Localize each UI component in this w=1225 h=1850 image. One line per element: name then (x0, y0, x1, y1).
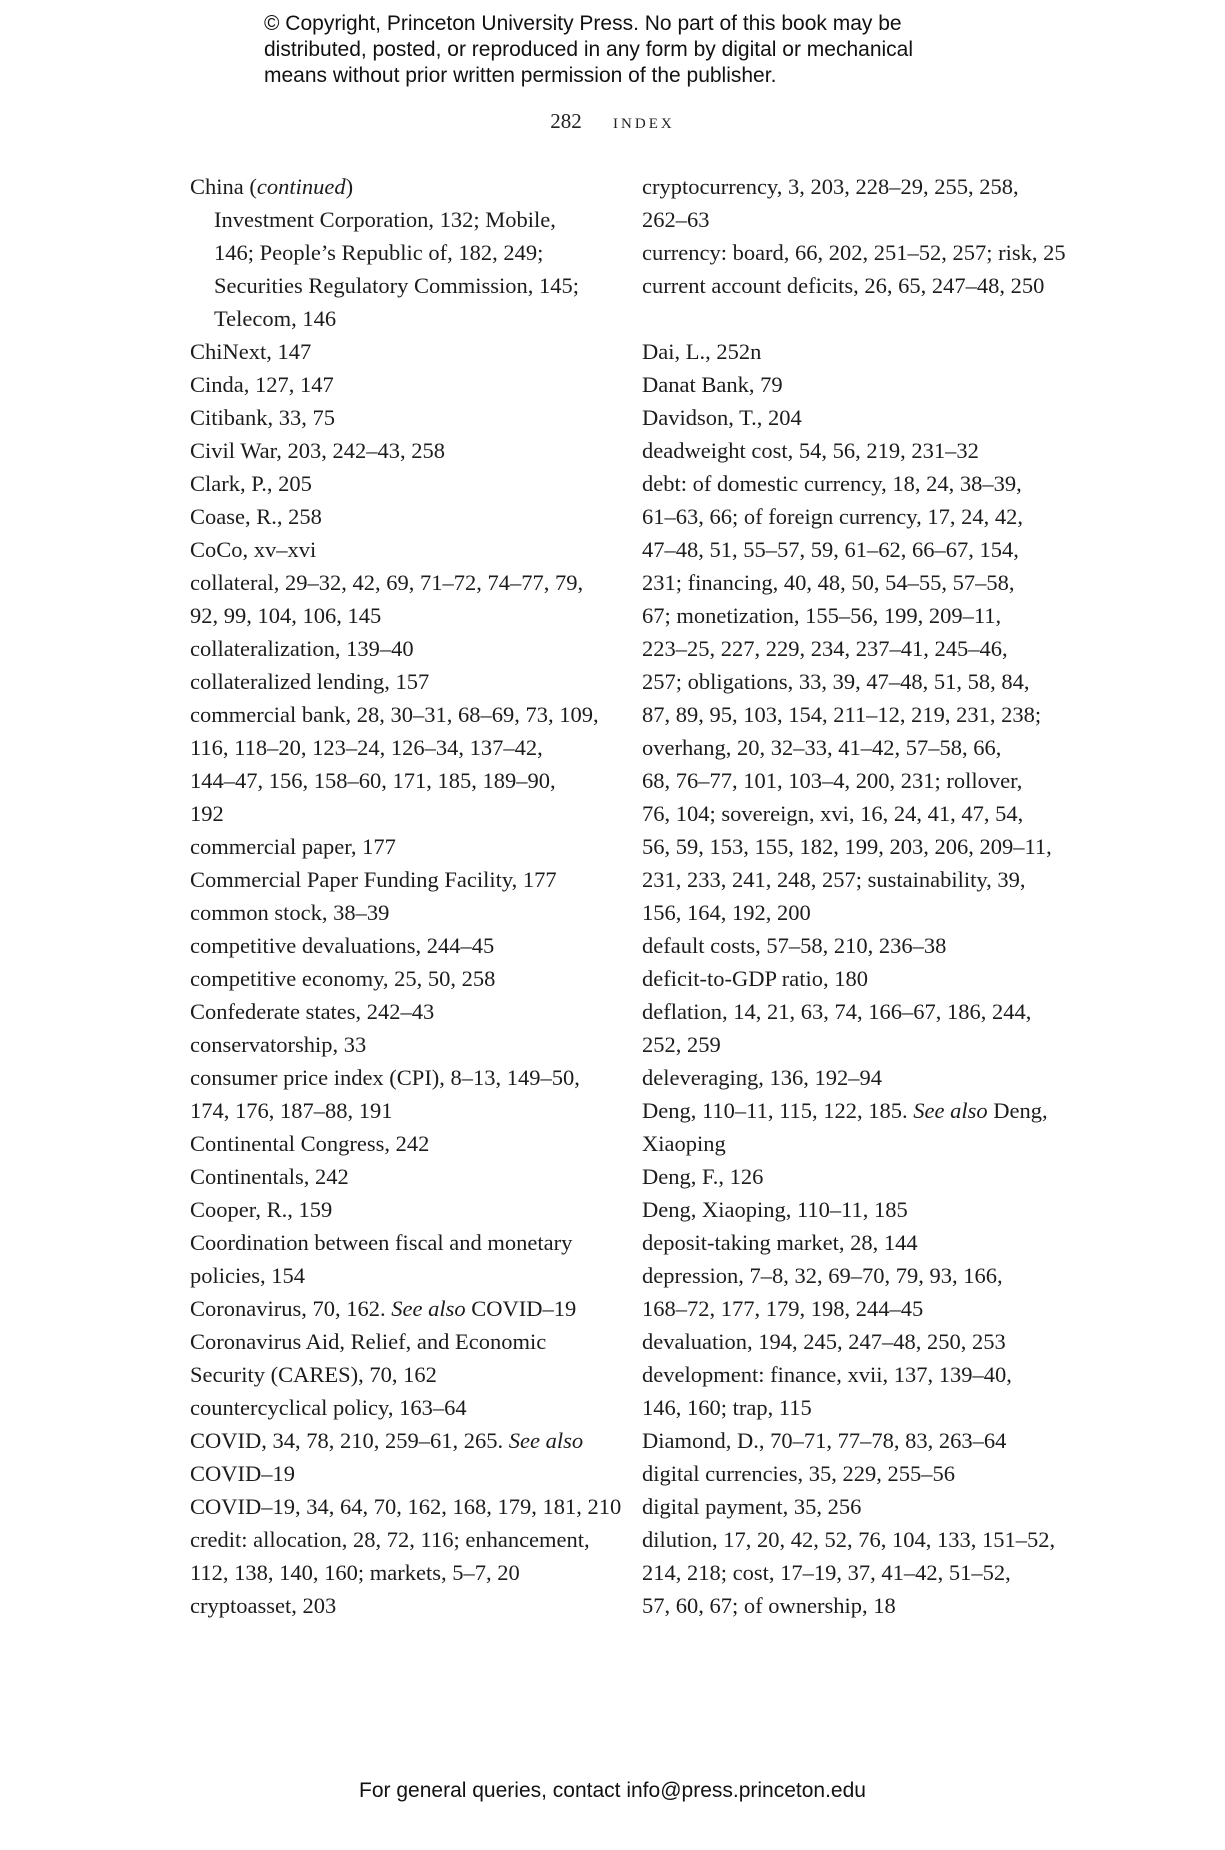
index-entry-line: Investment Corporation, 132; Mobile, (214, 207, 556, 232)
index-entry-line: Confederate states, 242–43 (190, 999, 435, 1024)
index-entry (642, 1259, 1054, 1325)
index-entry-line: Cooper, R., 159 (190, 1197, 333, 1222)
index-entry (642, 1094, 1054, 1160)
index-entry (190, 896, 602, 929)
index-entry-line: current account deficits, 26, 65, 247–48, 250 (642, 273, 1045, 298)
index-entry (642, 434, 1054, 467)
copyright-line: distributed, posted, or reproduced in any form by digital or mechanical (264, 38, 914, 61)
index-entry (190, 1391, 602, 1424)
index-entry (190, 533, 602, 566)
index-entry (642, 335, 1054, 368)
index-entry-line: depression, 7–8, 32, 69–70, 79, 93, 166, (642, 1263, 1003, 1288)
index-entry (190, 335, 602, 368)
index-entry (642, 1061, 1054, 1094)
index-entry-line: Coase, R., 258 (190, 504, 322, 529)
index-entry-line: 231, 233, 241, 248, 257; sustainability, 39, (642, 867, 1026, 892)
index-entry (190, 566, 602, 632)
index-entry-line: Dai, L., 252n (642, 339, 762, 364)
copyright-line: means without prior written permission of the publisher. (264, 64, 777, 87)
index-entry-line: 174, 176, 187–88, 191 (190, 1098, 393, 1123)
index-entry-line: COVID, 34, 78, 210, 259–61, 265. See also (190, 1428, 584, 1453)
index-entry-line: COVID–19, 34, 64, 70, 162, 168, 179, 181, 210 (190, 1494, 622, 1519)
index-entry (642, 1226, 1054, 1259)
index-entry (190, 962, 602, 995)
index-entry-line: Security (CARES), 70, 162 (190, 1362, 437, 1387)
index-entry-line: Coronavirus Aid, Relief, and Economic (190, 1329, 547, 1354)
index-entry-line: COVID–19 (190, 1461, 295, 1486)
index-entry-line: Coordination between fiscal and monetary (190, 1230, 573, 1255)
index-entry-line: deposit-taking market, 28, 144 (642, 1230, 918, 1255)
index-entry (642, 1358, 1054, 1424)
index-entry-line: deflation, 14, 21, 63, 74, 166–67, 186, 244, (642, 999, 1032, 1024)
index-entry (190, 929, 602, 962)
index-entry-line: Clark, P., 205 (190, 471, 312, 496)
index-entry-line: 47–48, 51, 55–57, 59, 61–62, 66–67, 154, (642, 537, 1019, 562)
index-entry-line: credit: allocation, 28, 72, 116; enhancement, (190, 1527, 590, 1552)
index-entry (190, 500, 602, 533)
index-entry (190, 698, 602, 830)
index-entry-line: Deng, Xiaoping, 110–11, 185 (642, 1197, 908, 1222)
index-entry (642, 1523, 1054, 1622)
index-entry (642, 236, 1066, 269)
index-entry-line: 231; financing, 40, 48, 50, 54–55, 57–58, (642, 570, 1015, 595)
index-entry-line: 76, 104; sovereign, xvi, 16, 24, 41, 47, 54, (642, 801, 1024, 826)
index-entry-line: competitive devaluations, 244–45 (190, 933, 495, 958)
index-entry (190, 1523, 602, 1589)
index-entry (642, 467, 1054, 929)
index-entry-line: countercyclical policy, 163–64 (190, 1395, 467, 1420)
index-entry (642, 929, 1054, 962)
index-entry (190, 401, 602, 434)
index-entry-line: collateralization, 139–40 (190, 636, 414, 661)
footer-contact: For general queries, contact info@press.princeton.edu (359, 1779, 866, 1802)
index-entry-line: Diamond, D., 70–71, 77–78, 83, 263–64 (642, 1428, 1007, 1453)
index-entry (190, 1127, 602, 1160)
index-entry (190, 1160, 602, 1193)
index-entry-line: Securities Regulatory Commission, 145; (214, 273, 579, 298)
index-entry-line: competitive economy, 25, 50, 258 (190, 966, 496, 991)
index-entry-line: Deng, F., 126 (642, 1164, 764, 1189)
index-entry (190, 1292, 602, 1325)
index-entry (642, 1490, 1054, 1523)
copyright-line: © Copyright, Princeton University Press. No part of this book may be (264, 12, 902, 35)
section-title: index (613, 108, 675, 133)
index-entry (642, 269, 1054, 302)
index-entry-line: overhang, 20, 32–33, 41–42, 57–58, 66, (642, 735, 1002, 760)
index-entry-line: Cinda, 127, 147 (190, 372, 334, 397)
index-column-right (642, 170, 1066, 1622)
index-entry (190, 1424, 602, 1490)
index-entry (190, 1193, 602, 1226)
index-entry (642, 1325, 1054, 1358)
index-entry (190, 830, 602, 863)
index-entry-line: 168–72, 177, 179, 198, 244–45 (642, 1296, 924, 1321)
index-entry-line: commercial paper, 177 (190, 834, 396, 859)
index-entry-line: currency: board, 66, 202, 251–52, 257; risk, 25 (642, 240, 1066, 265)
index-entry-line: 87, 89, 95, 103, 154, 211–12, 219, 231, 238; (642, 702, 1042, 727)
index-entry (190, 632, 602, 665)
index-entry (642, 1457, 1054, 1490)
index-entry-line: Civil War, 203, 242–43, 258 (190, 438, 445, 463)
index-entry-line: Xiaoping (642, 1131, 726, 1156)
index-entry-line: 116, 118–20, 123–24, 126–34, 137–42, (190, 735, 543, 760)
index-entry-line: Continental Congress, 242 (190, 1131, 430, 1156)
index-entry (190, 434, 602, 467)
index-entry-line: 156, 164, 192, 200 (642, 900, 811, 925)
index-entry-line: 223–25, 227, 229, 234, 237–41, 245–46, (642, 636, 1008, 661)
index-entry (190, 1061, 602, 1127)
index-entry (190, 1325, 602, 1391)
index-entry-line: consumer price index (CPI), 8–13, 149–50, (190, 1065, 580, 1090)
index-entry-line: commercial bank, 28, 30–31, 68–69, 73, 109, (190, 702, 599, 727)
index-entry-line: Deng, 110–11, 115, 122, 185. See also Deng, (642, 1098, 1048, 1123)
index-entry-line: 92, 99, 104, 106, 145 (190, 603, 382, 628)
index-entry (190, 863, 602, 896)
index-entry-line: China (continued) (190, 174, 354, 199)
index-entry (642, 1193, 1054, 1226)
index-entry (642, 368, 1054, 401)
index-entry-line: CoCo, xv–xvi (190, 537, 317, 562)
index-entry-line: collateral, 29–32, 42, 69, 71–72, 74–77, 79, (190, 570, 584, 595)
index-entry-line: 146; People’s Republic of, 182, 249; (214, 240, 544, 265)
index-entry-line: Danat Bank, 79 (642, 372, 783, 397)
index-entry-line: Davidson, T., 204 (642, 405, 802, 430)
index-entry (642, 170, 1054, 236)
index-entry-line: digital currencies, 35, 229, 255–56 (642, 1461, 956, 1486)
index-entry-line: devaluation, 194, 245, 247–48, 250, 253 (642, 1329, 1006, 1354)
index-entry (190, 1490, 622, 1523)
index-entry (190, 170, 602, 203)
index-entry-line: digital payment, 35, 256 (642, 1494, 862, 1519)
index-entry-line: 56, 59, 153, 155, 182, 199, 203, 206, 209–11, (642, 834, 1052, 859)
index-entry (642, 401, 1054, 434)
index-entry-line: 67; monetization, 155–56, 199, 209–11, (642, 603, 1002, 628)
index-entry-line: cryptocurrency, 3, 203, 228–29, 255, 258, (642, 174, 1019, 199)
page-number: 282 (550, 109, 582, 133)
index-entry (642, 1424, 1054, 1457)
index-column-left (190, 170, 622, 1622)
index-entry-line: deadweight cost, 54, 56, 219, 231–32 (642, 438, 979, 463)
index-entry (190, 995, 602, 1028)
copyright-notice (264, 11, 984, 89)
index-entry-line: 146, 160; trap, 115 (642, 1395, 812, 1420)
index-entry-line: Citibank, 33, 75 (190, 405, 335, 430)
index-entry-line: Commercial Paper Funding Facility, 177 (190, 867, 557, 892)
index-entry (190, 665, 602, 698)
index-entry-line: 68, 76–77, 101, 103–4, 200, 231; rollover, (642, 768, 1023, 793)
index-entry-line: deleveraging, 136, 192–94 (642, 1065, 882, 1090)
index-entry-line: dilution, 17, 20, 42, 52, 76, 104, 133, 151–52, (642, 1527, 1056, 1552)
index-entry-line: common stock, 38–39 (190, 900, 390, 925)
index-entry-line: 252, 259 (642, 1032, 721, 1057)
index-entry-line: development: finance, xvii, 137, 139–40, (642, 1362, 1012, 1387)
index-entry (190, 467, 602, 500)
running-head (0, 108, 1225, 134)
index-entry-line: debt: of domestic currency, 18, 24, 38–39, (642, 471, 1022, 496)
index-entry-line: 192 (190, 801, 224, 826)
index-entry-line: Telecom, 146 (214, 306, 337, 331)
index-entry (190, 203, 602, 335)
index-entry (190, 1589, 602, 1622)
index-entry (190, 1226, 602, 1292)
index-entry-line: policies, 154 (190, 1263, 305, 1288)
index-entry-line: Coronavirus, 70, 162. See also COVID–19 (190, 1296, 577, 1321)
index-entry-line: 61–63, 66; of foreign currency, 17, 24, 42, (642, 504, 1023, 529)
index-entry-line: cryptoasset, 203 (190, 1593, 337, 1618)
index-entry-line: deficit-to-GDP ratio, 180 (642, 966, 868, 991)
index-entry-line: 257; obligations, 33, 39, 47–48, 51, 58, 84, (642, 669, 1030, 694)
index-entry-line: 214, 218; cost, 17–19, 37, 41–42, 51–52, (642, 1560, 1011, 1585)
index-entry (190, 368, 602, 401)
index-entry-line: 144–47, 156, 158–60, 171, 185, 189–90, (190, 768, 556, 793)
index-entry-line: Continentals, 242 (190, 1164, 349, 1189)
index-entry-line: 112, 138, 140, 160; markets, 5–7, 20 (190, 1560, 520, 1585)
index-entry-line: ChiNext, 147 (190, 339, 312, 364)
index-entry-line: collateralized lending, 157 (190, 669, 430, 694)
index-entry (190, 1028, 602, 1061)
index-entry-line: conservatorship, 33 (190, 1032, 367, 1057)
index-entry-line: 262–63 (642, 207, 710, 232)
index-entry (642, 995, 1054, 1061)
index-entry-line: 57, 60, 67; of ownership, 18 (642, 1593, 896, 1618)
index-entry (642, 962, 1054, 995)
index-entry-line: default costs, 57–58, 210, 236–38 (642, 933, 947, 958)
index-entry (642, 1160, 1054, 1193)
